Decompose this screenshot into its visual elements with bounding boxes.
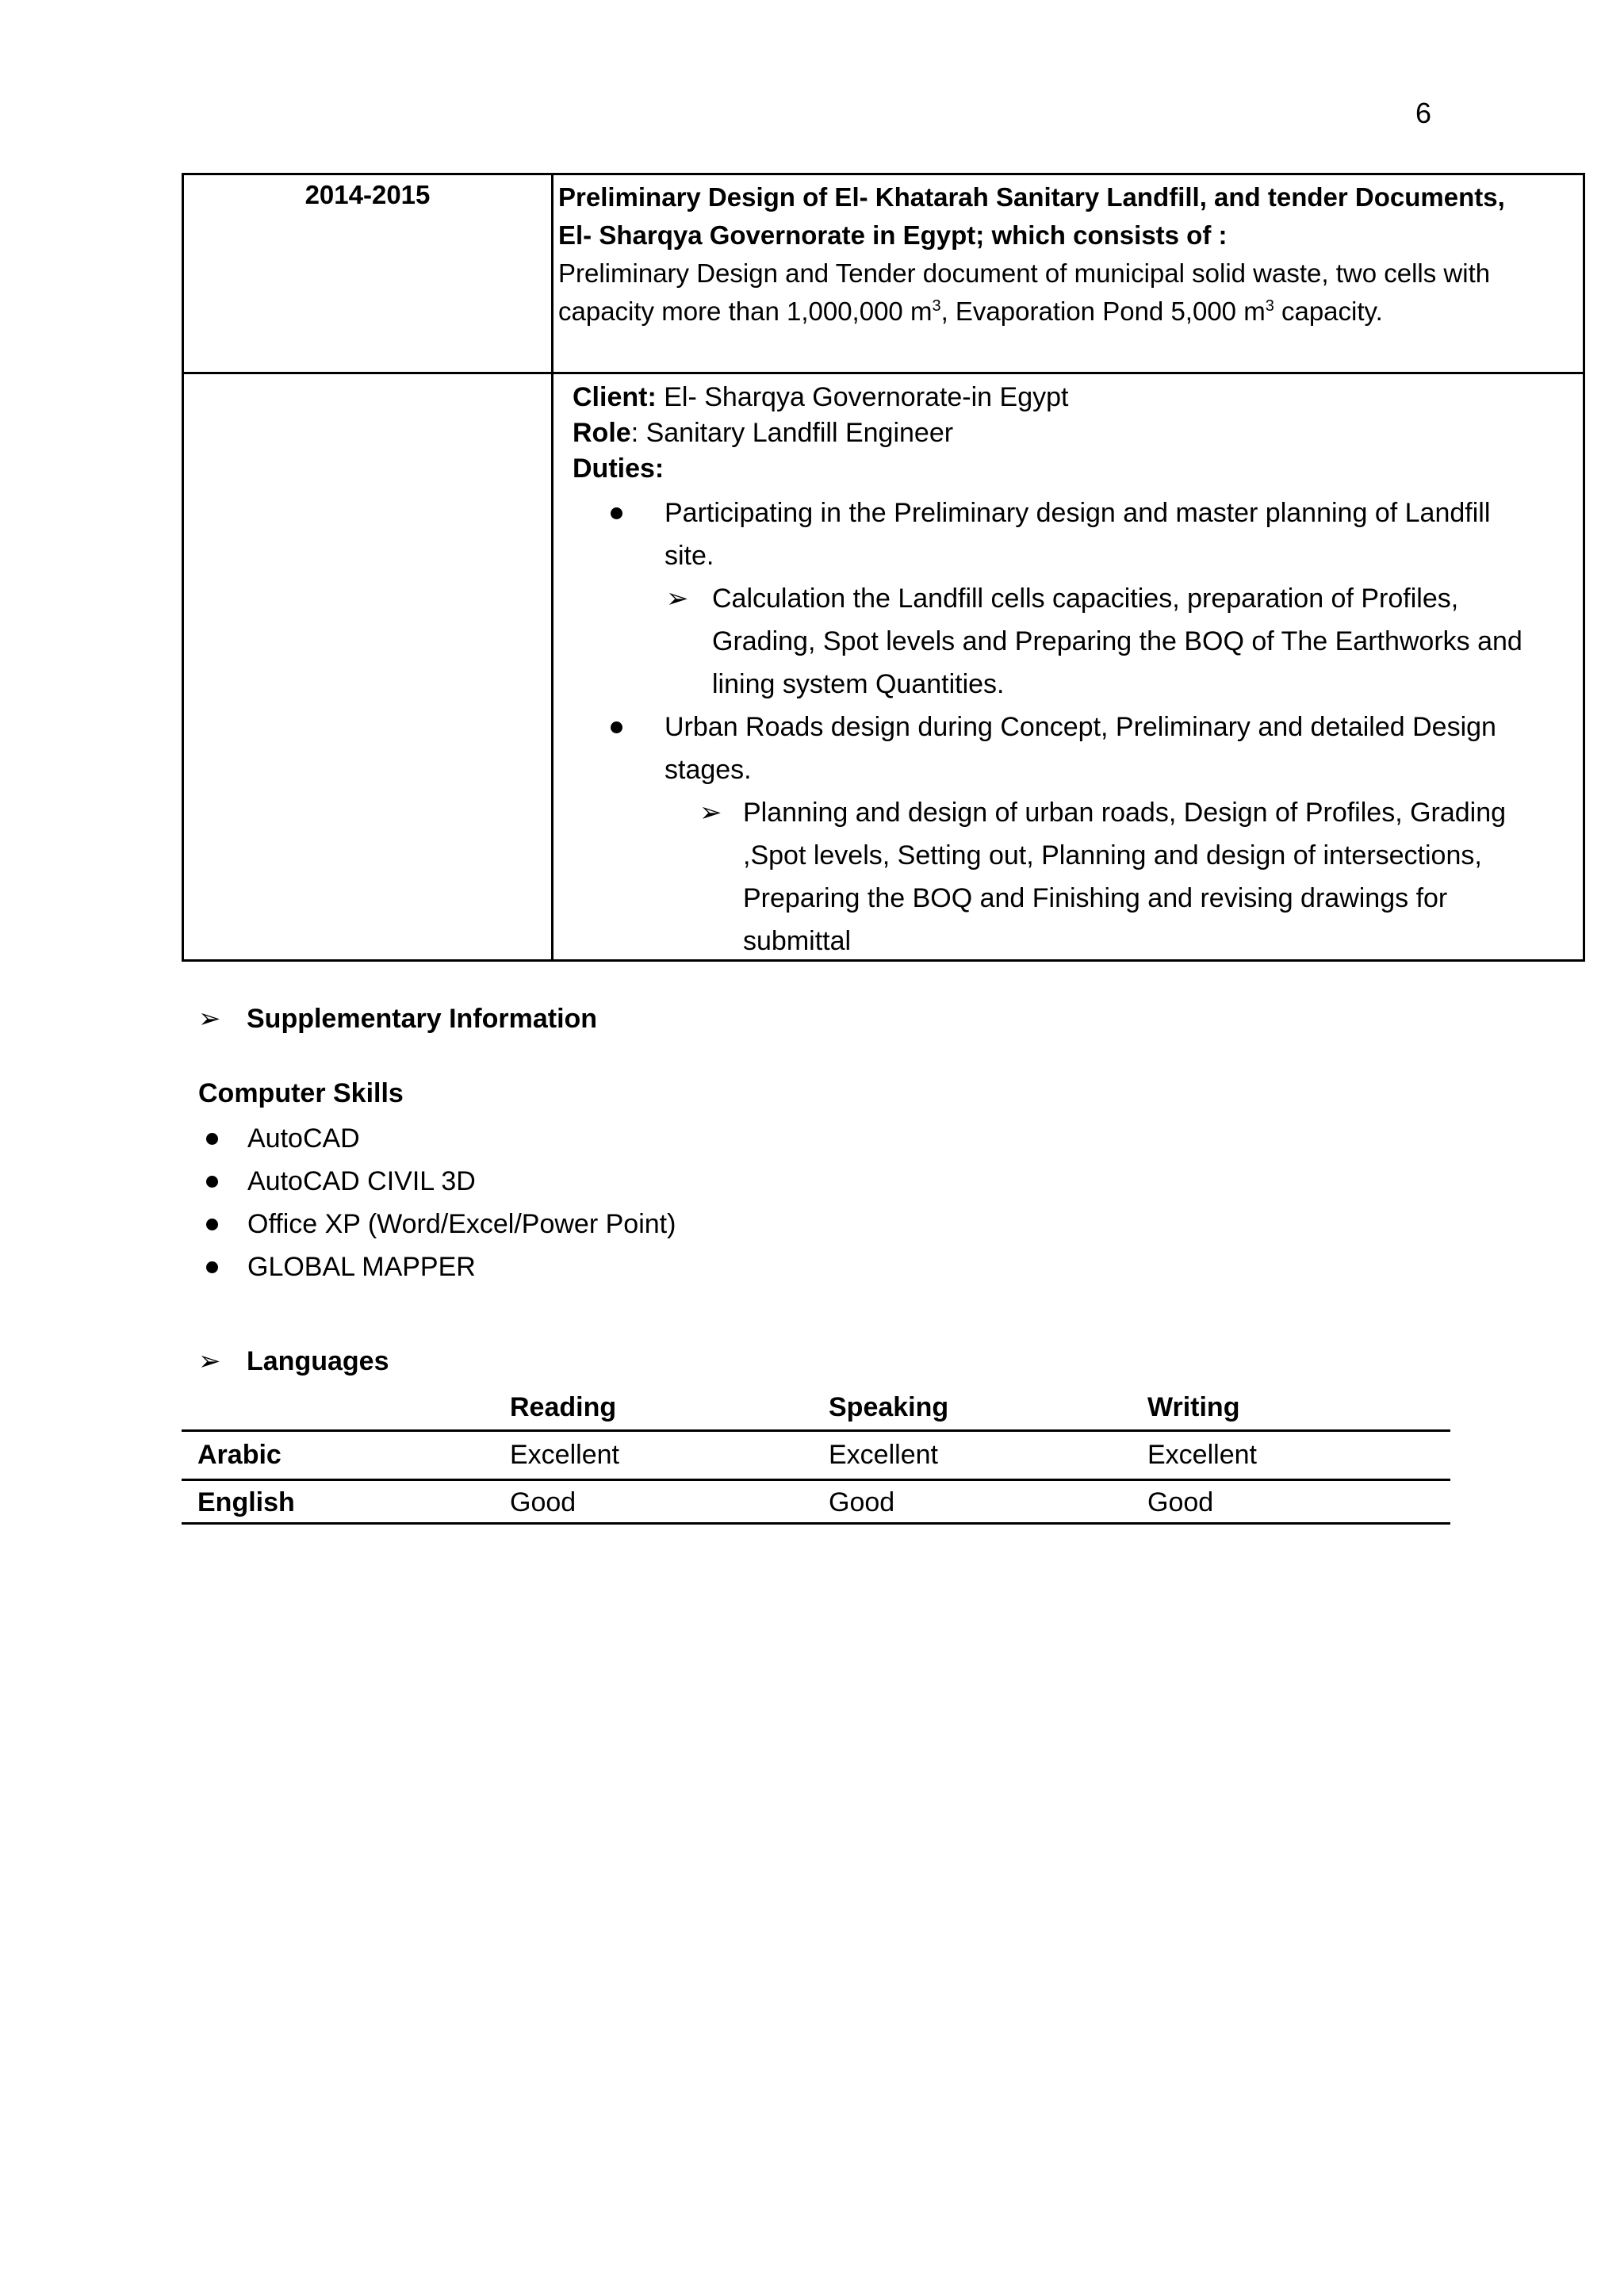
row-divider — [184, 372, 1583, 374]
languages-heading: Languages — [247, 1346, 389, 1376]
skill-item: AutoCAD CIVIL 3D — [198, 1160, 676, 1203]
superscript-3: 3 — [932, 297, 941, 315]
bullet-dot-icon — [611, 721, 622, 733]
role-line — [573, 415, 1572, 451]
computer-skills-heading: Computer Skills — [198, 1078, 404, 1108]
project-period: 2014-2015 — [304, 180, 431, 209]
role-value: : Sanitary Landfill Engineer — [630, 418, 954, 448]
project-duties — [573, 380, 1572, 962]
project-summary — [558, 254, 1573, 331]
project-title-line1: Preliminary Design of El- Khatarah Sanitary Landfill, and tender Documents, — [558, 182, 1505, 212]
arrow-bullet-icon: ➢ — [666, 584, 689, 614]
column-header-reading: Reading — [510, 1392, 617, 1422]
table-row: Arabic Excellent Excellent Excellent — [197, 1440, 1257, 1470]
duty-subitem: ➢ Planning and design of urban roads, Design of Profiles, Grading ,Spot levels, Setting out, Planning and design of intersections, Preparing the BOQ and Finishing and revising drawings for submittal — [573, 791, 1572, 962]
arrow-bullet-icon: ➢ — [699, 798, 722, 828]
project-description — [558, 178, 1573, 331]
client-value: El- Sharqya Governorate-in Egypt — [656, 382, 1069, 412]
bullet-dot-icon — [206, 1219, 218, 1230]
bullet-dot-icon — [206, 1133, 218, 1145]
project-summary-line2b: , Evaporation Pond 5,000 m — [940, 297, 1266, 326]
bullet-dot-icon — [206, 1176, 218, 1188]
client-line — [573, 380, 1572, 415]
project-summary-line2a: capacity more than 1,000,000 m — [558, 297, 933, 326]
project-summary-line2c: capacity. — [1274, 297, 1383, 326]
skill-item: GLOBAL MAPPER — [198, 1246, 676, 1288]
skill-item: AutoCAD — [198, 1117, 676, 1160]
client-label: Client: — [573, 382, 657, 412]
computer-skills — [198, 1078, 676, 1288]
supplementary-heading: Supplementary Information — [247, 1004, 598, 1034]
duty-item: Participating in the Preliminary design and master planning of Landfill site. — [573, 492, 1572, 577]
role-label: Role — [573, 418, 631, 448]
project-title — [558, 178, 1573, 254]
column-header-writing: Writing — [1147, 1392, 1240, 1422]
table-rule — [182, 1522, 1450, 1525]
languages-table — [182, 1383, 1450, 1526]
skill-item: Office XP (Word/Excel/Power Point) — [198, 1203, 676, 1246]
project-table — [182, 173, 1585, 962]
superscript-3: 3 — [1265, 297, 1274, 315]
languages-header-row — [182, 1383, 1450, 1431]
project-title-line2: El- Sharqya Governorate in Egypt; which consists of : — [558, 220, 1228, 250]
project-summary-line1: Preliminary Design and Tender document of municipal solid waste, two cells with — [558, 258, 1491, 288]
arrow-bullet-icon: ➢ — [198, 1004, 221, 1034]
page-number: 6 — [1415, 97, 1432, 129]
duties-label: Duties: — [573, 453, 665, 484]
duty-item: Urban Roads design during Concept, Preliminary and detailed Design stages. — [573, 706, 1572, 791]
bullet-dot-icon — [206, 1261, 218, 1273]
table-row: English Good Good Good — [197, 1487, 1214, 1517]
column-divider — [551, 175, 553, 959]
bullet-dot-icon — [611, 507, 622, 519]
column-header-speaking: Speaking — [829, 1392, 949, 1422]
arrow-bullet-icon: ➢ — [198, 1346, 221, 1376]
duty-subitem: ➢ Calculation the Landfill cells capacities, preparation of Profiles, Grading, Spot levels and Preparing the BOQ of The Earthworks and lining system Quantities. — [573, 577, 1572, 706]
